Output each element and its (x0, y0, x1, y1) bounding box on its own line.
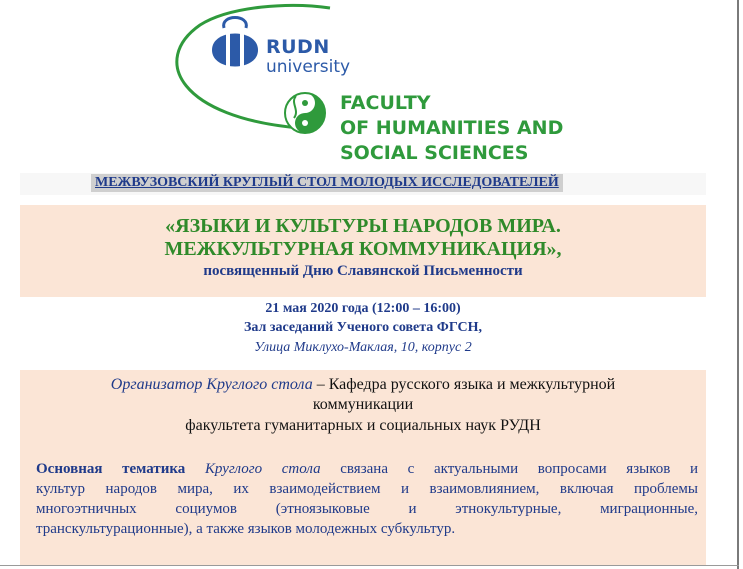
organizer-line-2: коммуникации (312, 396, 414, 413)
rudn-wordmark: RUDN (266, 36, 330, 58)
theme-paragraph (36, 459, 698, 539)
rudn-emblem-icon (212, 18, 258, 73)
event-date: 21 мая 2020 года (12:00 – 16:00) (265, 301, 461, 316)
organizer-line-3: факультета гуманитарных и социальных наук РУДН (185, 417, 541, 434)
event-address: Улица Миклухо-Маклая, 10, корпус 2 (254, 340, 472, 355)
university-wordmark: university (266, 57, 351, 77)
theme-bold-lead: Основная тематика (36, 461, 186, 477)
subtitle: посвященный Дню Славянской Письменности (203, 263, 523, 279)
page-edge-right (737, 0, 739, 569)
title-line-2: МЕЖКУЛЬТУРНАЯ КОММУНИКАЦИЯ», (164, 238, 562, 260)
page-edge-bottom (0, 565, 739, 566)
paragraph-line-4: транскультурационные), а также языков молодежных субкультур. (36, 521, 456, 537)
event-hall: Зал заседаний Ученого совета ФГСН, (243, 320, 483, 335)
paragraph-line-1 (36, 459, 698, 479)
organizer-label: Организатор Круглого стола (110, 376, 313, 393)
paragraph-line-1-rest: связана с актуальными вопросами языков и (320, 461, 698, 477)
faculty-line-1: FACULTY (340, 92, 431, 114)
paragraph-line-3: многоэтничных социумов (этноязыковые и этнокультурные, миграционные, (36, 501, 698, 517)
theme-italic-lead: Круглого стола (204, 461, 321, 477)
faculty-line-2: OF HUMANITIES AND (340, 117, 564, 139)
faculty-line-3: SOCIAL SCIENCES (340, 142, 529, 164)
event-banner: МЕЖВУЗОВСКИЙ КРУГЛЫЙ СТОЛ МОЛОДЫХ ИССЛЕДОВАТЕЛЕЙ (91, 174, 563, 192)
paragraph-line-2: культур народов мира, их взаимодействием и взаимовлиянием, включая проблемы (36, 481, 698, 497)
title-line-1: «ЯЗЫКИ И КУЛЬТУРЫ НАРОДОВ МИРА. (165, 215, 561, 237)
organizer-line-1 (20, 375, 706, 395)
faculty-logo (0, 0, 743, 172)
yin-yang-icon (285, 93, 325, 133)
organizer-dept: – Кафедра русского языка и межкультурной (312, 376, 616, 393)
